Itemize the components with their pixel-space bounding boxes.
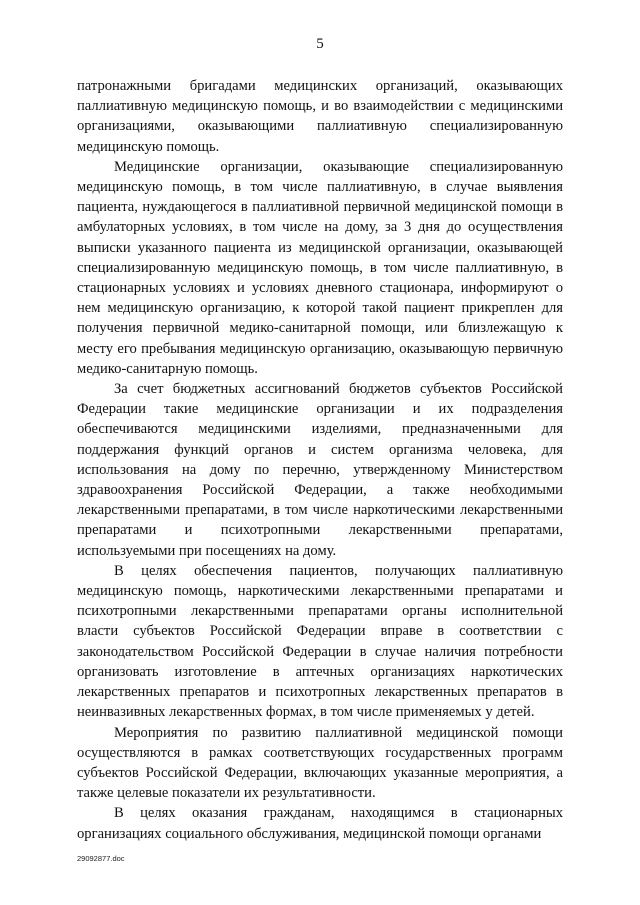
paragraph: Мероприятия по развитию паллиативной медицинской помощи осуществляются в рамках соответствующих государственных программ субъектов Российской Федерации, включающих указанные мероприятия, а также целевые показатели их результативности.	[77, 724, 563, 802]
paragraph: Медицинские организации, оказывающие специализированную медицинскую помощь, в том числе паллиативную, в случае выявления пациента, нуждающегося в паллиативной первичной медицинской помощи в амбулаторных условиях, в том числе на дому, за 3 дня до осуществления выписки указанного пациента из медицинской организации, оказывающей специализированную медицинскую помощь, в том числе паллиативную, в стационарных условиях и условиях дневного стационара, информируют о нем медицинскую организацию, к которой такой пациент прикреплен для получения первичной медико-санитарной помощи, или близлежащую к месту его пребывания медицинскую организацию, оказывающую первичную медико-санитарную помощь.	[77, 158, 563, 377]
paragraph-continued: патронажными бригадами медицинских организаций, оказывающих паллиативную медицинскую помощь, и во взаимодействии с медицинскими организациями, оказывающими паллиативную специализированную медицинскую помощь.	[77, 78, 563, 155]
document-filename-footer: 29092877.doc	[77, 854, 125, 863]
paragraph: В целях оказания гражданам, находящимся в стационарных организациях социального обслуживания, медицинской помощи органами	[77, 805, 563, 842]
document-body	[77, 76, 563, 844]
paragraph: За счет бюджетных ассигнований бюджетов субъектов Российской Федерации такие медицинские организации и их подразделения обеспечиваются медицинскими изделиями, предназначенными для поддержания функций органов и систем организма человека, для использования на дому по перечню, утвержденному Министерством здравоохранения Российской Федерации, а также необходимыми лекарственными препаратами, в том числе наркотическими лекарственными препаратами и психотропными лекарственными препаратами, используемыми при посещениях на дому.	[77, 381, 563, 559]
page-number: 5	[316, 36, 324, 52]
paragraph: В целях обеспечения пациентов, получающих паллиативную медицинскую помощь, наркотическими лекарственными препаратами и психотропными лекарственными препаратами органы исполнительной власти субъектов Российской Федерации вправе в соответствии с законодательством Российской Федерации в случае наличия потребности организовать изготовление в аптечных организациях наркотических лекарственных препаратов и психотропных лекарственных препаратов в неинвазивных лекарственных формах, в том числе применяемых у детей.	[77, 562, 563, 721]
